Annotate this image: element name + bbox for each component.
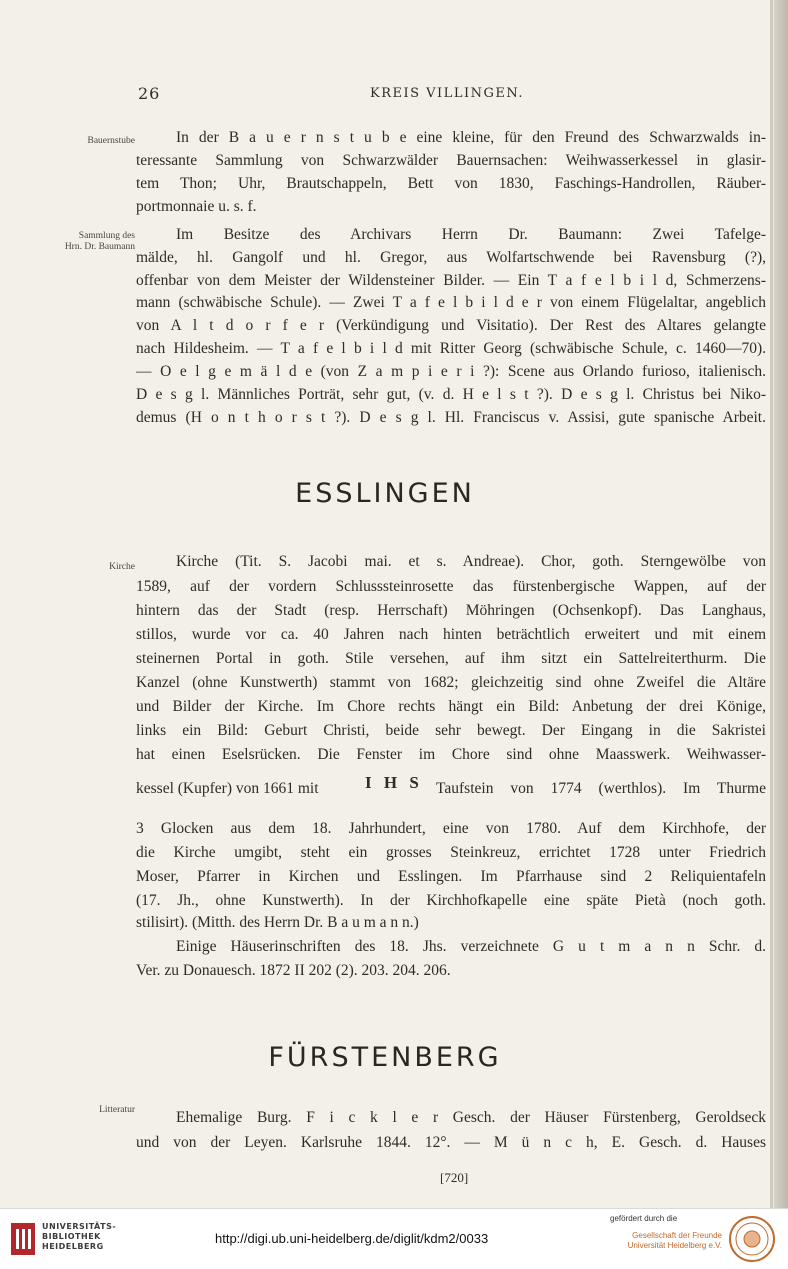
text-line: Kirche (Tit. S. Jacobi mai. et s. Andreae). Chor, goth. Sterngewölbe von: [176, 553, 766, 570]
text-line: nach Hildesheim. — T a f e l b i l d mit Ritter Georg (schwäbische Schule, c. 1460—70).: [136, 340, 766, 357]
folio-number: [720]: [440, 1170, 469, 1185]
text-line: tem Thon; Uhr, Brautschappeln, Bett von 1830, Faschings-Handrollen, Räuber-: [136, 175, 766, 192]
text-line: Einige Häuserinschriften des 18. Jhs. verzeichnete G u t m a n n Schr. d.: [176, 938, 766, 955]
text-line: (17. Jh., ohne Kunstwerth). In der Kirchhofkapelle eine späte Pietà (noch goth.: [136, 892, 766, 909]
text-line: links ein Bild: Geburt Christi, beide sehr bewegt. Der Eingang in die Sakristei: [136, 722, 766, 739]
margin-note-bauernstube: Bauernstube: [87, 136, 135, 146]
text-line: mälde, hl. Gangolf und hl. Gregor, aus Wolfartschwende bei Ravensburg (?),: [136, 249, 766, 266]
text-line: stilisirt). (Mitth. des Herrn Dr. B a u m a n n.): [136, 914, 419, 931]
text-line: Im Besitze des Archivars Herrn Dr. Baumann: Zwei Tafelge-: [176, 226, 766, 243]
text-line: Moser, Pfarrer in Kirchen und Esslingen. Im Pfarrhause sind 2 Reliquientafeln: [136, 868, 766, 885]
margin-note-sammlung-2: Hrn. Dr. Baumann: [64, 242, 135, 252]
text-line: Ehemalige Burg. F i c k l e r Gesch. der Häuser Fürstenberg, Geroldseck: [176, 1109, 766, 1126]
library-name: [42, 1222, 116, 1252]
funded-by-label: gefördert durch die: [610, 1214, 678, 1223]
text-line: hat einen Eselsrücken. Die Fenster im Chore sind ohne Maasswerk. Weihwasser-: [136, 746, 766, 763]
margin-note-sammlung-1: Sammlung des: [78, 231, 135, 241]
text-line: — O e l g e m ä l d e (von Z a m p i e r i ?): Scene aus Orlando furioso, italienisch.: [136, 363, 766, 380]
text-line: demus (H o n t h o r s t ?). D e s g l. Hl. Franciscus v. Assisi, gute spanische Arbeit.: [136, 409, 766, 426]
text-line: D e s g l. Männliches Porträt, sehr gut, (v. d. H e l s t ?). D e s g l. Christus bei Niko-: [136, 386, 766, 403]
society-name-line: Universität Heidelberg e.V.: [627, 1241, 722, 1250]
text-line: offenbar von dem Meister der Wildensteiner Bilder. — Ein T a f e l b i l d, Schmerzens-: [136, 272, 766, 289]
society-name: [610, 1231, 722, 1251]
text-line: steinernen Portal in goth. Stile versehen, auf ihm sitzt ein Sattelreiterthurm. Die: [136, 650, 766, 667]
text-line: Kanzel (ohne Kunstwerth) stammt von 1682; gleichzeitig sind ohne Zweifel die Altäre: [136, 674, 766, 691]
heading-esslingen: ESSLINGEN: [295, 478, 475, 509]
page-edge: [774, 0, 788, 1208]
text-line: und von der Leyen. Karlsruhe 1844. 12°. — M ü n c h, E. Gesch. d. Hauses: [136, 1134, 766, 1151]
library-logo-icon: [10, 1221, 36, 1257]
university-seal-icon: [728, 1215, 776, 1263]
text-line: stillos, wurde vor ca. 40 Jahren nach hinten beträchtlich erweitert und mit einem: [136, 626, 766, 643]
ihs-monogram: I H S: [365, 773, 423, 792]
text-line: teressante Sammlung von Schwarzwälder Bauernsachen: Weihwasserkessel in glasir-: [136, 152, 766, 169]
text-line: von A l t d o r f e r (Verkündigung und Visitatio). Der Rest des Altares gelangte: [136, 317, 766, 334]
text-line: mann (schwäbische Schule). — Zwei T a f e l b i l d e r von einem Flügelaltar, angeblich: [136, 294, 766, 311]
margin-note-litteratur: Litteratur: [99, 1105, 135, 1115]
running-head: [0, 84, 770, 106]
permalink[interactable]: http://digi.ub.uni-heidelberg.de/diglit/kdm2/0033: [215, 1231, 489, 1246]
library-name-line: UNIVERSITÄTS-: [42, 1222, 117, 1231]
text-line: Taufstein von 1774 (werthlos). Im Thurme: [436, 780, 766, 797]
library-name-line: HEIDELBERG: [42, 1242, 104, 1251]
running-title: KREIS VILLINGEN.: [370, 86, 525, 101]
text-line: hintern das der Stadt (resp. Herrschaft) Möhringen (Ochsenkopf). Das Langhaus,: [136, 602, 766, 619]
page-number: 26: [138, 84, 161, 103]
margin-note-kirche: Kirche: [109, 562, 135, 572]
library-name-line: BIBLIOTHEK: [42, 1232, 101, 1241]
text-line: die Kirche umgibt, steht ein grosses Steinkreuz, errichtet 1728 unter Friedrich: [136, 844, 766, 861]
text-line: 1589, auf der vordern Schlusssteinrosette das fürstenbergische Wappen, auf der: [136, 578, 766, 595]
heading-fuerstenberg: FÜRSTENBERG: [268, 1042, 502, 1073]
text-line: kessel (Kupfer) von 1661 mit: [136, 780, 319, 797]
text-line: und Bilder der Kirche. Im Chore rechts hängt ein Bild: Anbetung der drei Könige,: [136, 698, 766, 715]
text-line: Ver. zu Donauesch. 1872 II 202 (2). 203. 204. 206.: [136, 962, 451, 979]
text-line: 3 Glocken aus dem 18. Jahrhundert, eine von 1780. Auf dem Kirchhofe, der: [136, 820, 766, 837]
viewer-footer: [0, 1208, 788, 1269]
society-name-line: Gesellschaft der Freunde: [632, 1231, 722, 1240]
text-line: In der B a u e r n s t u b e eine kleine, für den Freund des Schwarzwalds in-: [176, 129, 766, 146]
text-line: portmonnaie u. s. f.: [136, 198, 257, 215]
